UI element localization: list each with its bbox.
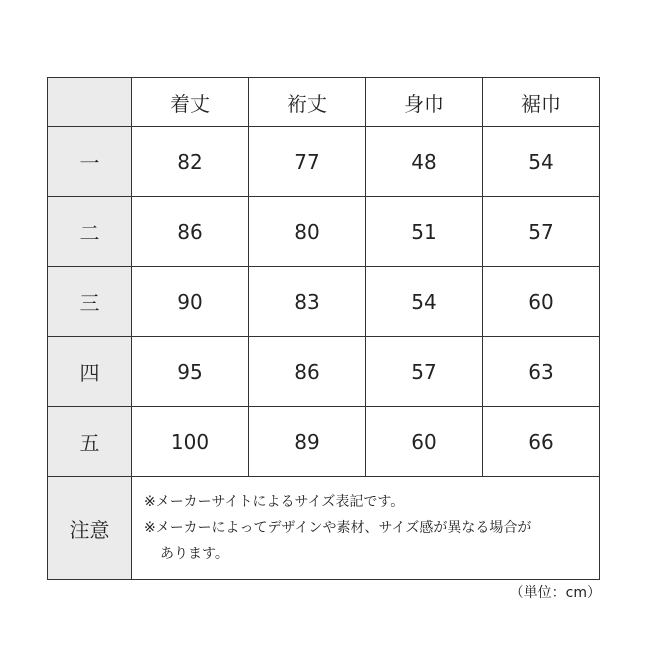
table-cell: 51 (366, 197, 483, 267)
table-cell: 82 (132, 127, 249, 197)
note-line: ※メーカーによってデザインや素材、サイズ感が異なる場合が (144, 520, 532, 536)
table-cell: 89 (249, 407, 366, 477)
table-cell: 77 (249, 127, 366, 197)
table-row (48, 407, 600, 477)
table-cell: 48 (366, 127, 483, 197)
row-label: 五 (48, 407, 132, 477)
table-cell: 86 (132, 197, 249, 267)
header-cell-width: 身巾 (366, 78, 483, 127)
header-cell-hem: 裾巾 (483, 78, 600, 127)
table-cell: 60 (366, 407, 483, 477)
unit-note: （単位：cm） (509, 585, 601, 601)
table-header-row (48, 78, 600, 127)
table-row (48, 127, 600, 197)
header-corner-cell (48, 78, 132, 127)
table-cell: 90 (132, 267, 249, 337)
table-cell: 54 (366, 267, 483, 337)
note-line: あります。 (160, 546, 229, 562)
table-cell: 80 (249, 197, 366, 267)
row-label: 一 (48, 127, 132, 197)
table-cell: 66 (483, 407, 600, 477)
header-cell-sleeve: 裄丈 (249, 78, 366, 127)
table-cell: 63 (483, 337, 600, 407)
note-line: ※メーカーサイトによるサイズ表記です。 (144, 494, 405, 510)
note-label: 注意 (48, 477, 132, 580)
row-label: 四 (48, 337, 132, 407)
note-cell (132, 477, 600, 580)
table-row (48, 337, 600, 407)
table-cell: 95 (132, 337, 249, 407)
table-cell: 57 (483, 197, 600, 267)
table-cell: 54 (483, 127, 600, 197)
table-cell: 57 (366, 337, 483, 407)
table-cell: 86 (249, 337, 366, 407)
row-label: 三 (48, 267, 132, 337)
table-row (48, 267, 600, 337)
table-cell: 60 (483, 267, 600, 337)
note-row (48, 477, 600, 580)
header-cell-length: 着丈 (132, 78, 249, 127)
table-cell: 100 (132, 407, 249, 477)
table-row (48, 197, 600, 267)
table-cell: 83 (249, 267, 366, 337)
row-label: 二 (48, 197, 132, 267)
size-table (47, 77, 600, 580)
